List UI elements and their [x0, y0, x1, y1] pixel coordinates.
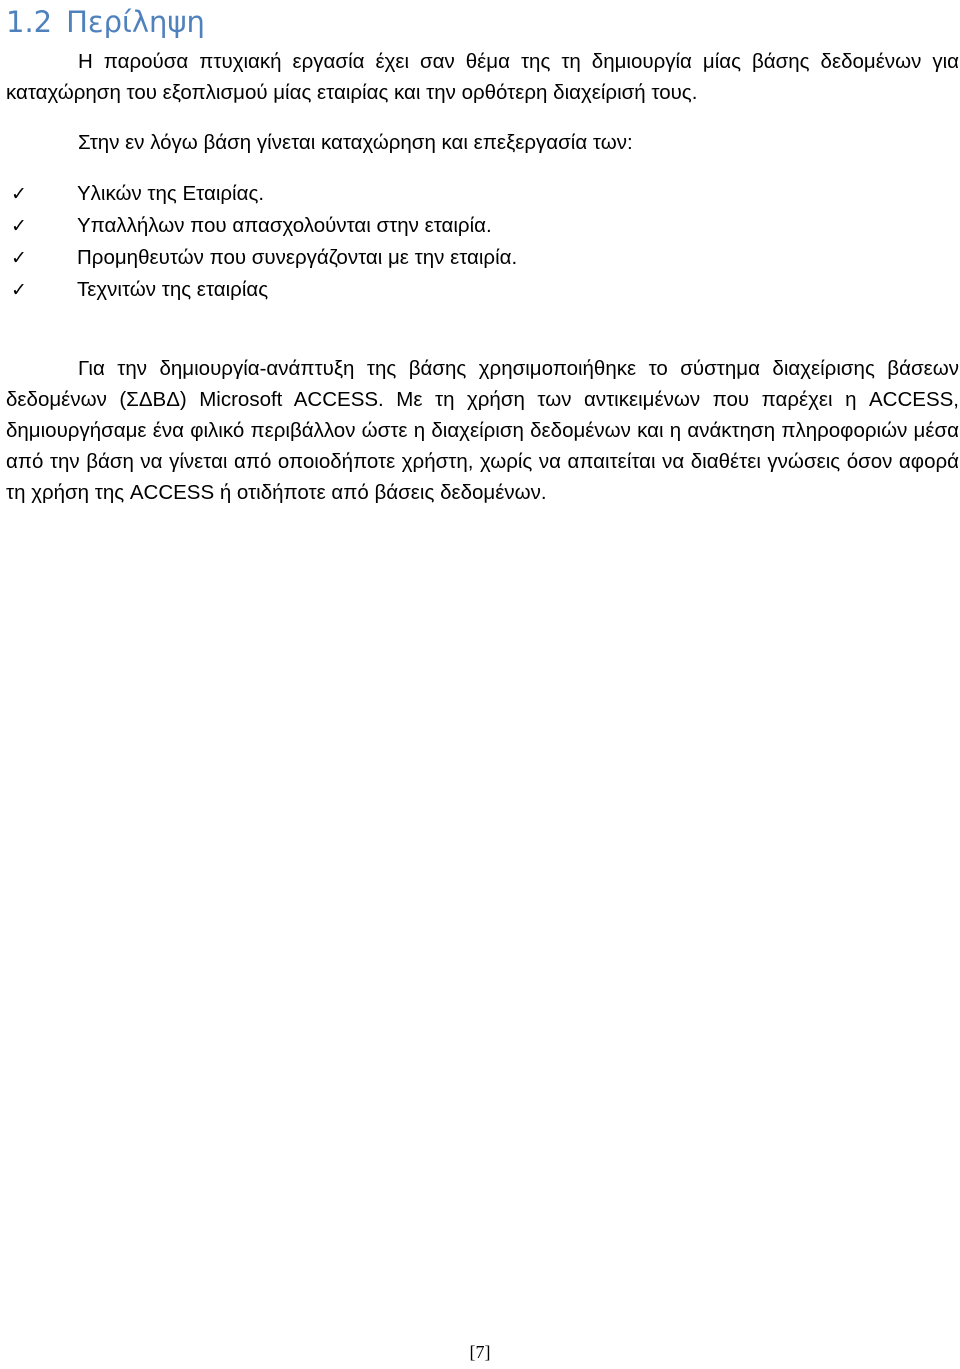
section-heading — [6, 2, 205, 42]
checkmark-icon: ✓ — [11, 247, 27, 269]
list-item-text: Προμηθευτών που συνεργάζονται με την εταιρία. — [77, 246, 518, 269]
summary-paragraph-2: Για την δημιουργία-ανάπτυξη της βάσης χρησιμοποιήθηκε το σύστημα διαχείρισης βάσεων δεδομένων (ΣΔΒΔ) Microsoft ACCESS. Με τη χρήση των αντικειμένων που παρέχει η ACCESS, δημιουργήσαμε ένα φιλικό περιβάλλον ώστε η διαχείριση δεδομένων και η ανάκτηση πληροφοριών μέσα από την βάση να γίνεται από οποιοδήποτε χρήστη, χωρίς να απαιτείται να διαθέτει γνώσεις όσον αφορά τη χρήση της ACCESS ή οτιδήποτε από βάσεις δεδομένων. — [6, 357, 959, 504]
list-intro: Στην εν λόγω βάση γίνεται καταχώρηση και επεξεργασία των: — [78, 131, 633, 154]
section-title: Περίληψη — [66, 5, 205, 39]
list-item-text: Υπαλλήλων που απασχολούνται στην εταιρία. — [77, 214, 492, 237]
checkmark-icon: ✓ — [11, 279, 27, 301]
page-number: [7] — [469, 1342, 491, 1362]
checkmark-icon: ✓ — [11, 215, 27, 237]
summary-paragraph-1: Η παρούσα πτυχιακή εργασία έχει σαν θέμα της τη δημιουργία μίας βάσης δεδομένων για καταχώρηση του εξοπλισμού μίας εταιρίας και την ορθότερη διαχείρισή τους. — [6, 50, 959, 104]
checkmark-icon: ✓ — [11, 183, 27, 205]
list-item-text: Υλικών της Εταιρίας. — [77, 182, 265, 205]
section-number: 1.2 — [6, 5, 53, 39]
list-item-text: Τεχνιτών της εταιρίας — [77, 278, 269, 301]
